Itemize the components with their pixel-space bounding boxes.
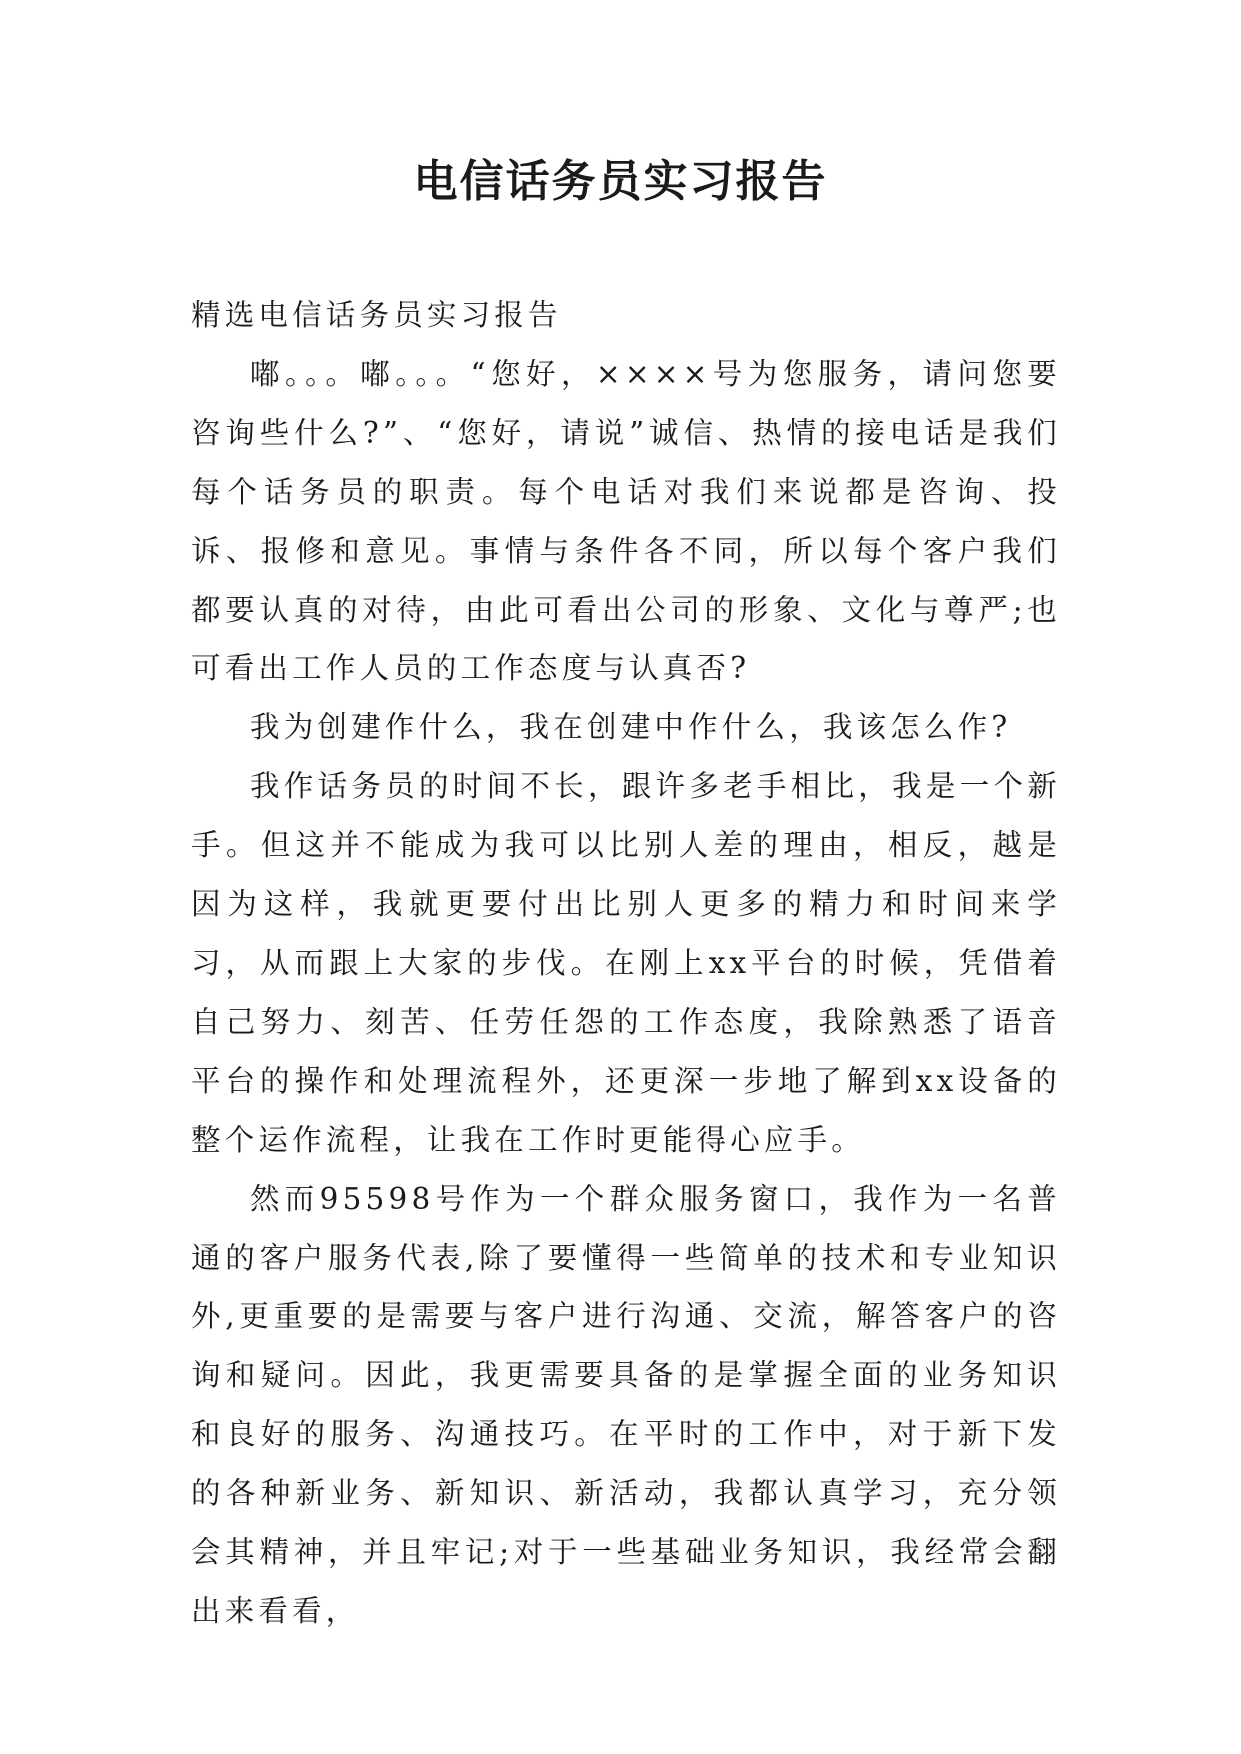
paragraph: 嘟。。。嘟。。。“您好，××××号为您服务，请问您要咨询些什么?”、“您好，请说”诚信、热情的接电话是我们每个话务员的职责。每个电话对我们来说都是咨询、投诉、报修和意见。事情与条件各不同，所以每个客户我们都要认真的对待，由此可看出公司的形象、文化与尊严;也可看出工作人员的工作态度与认真否?: [191, 356, 1061, 686]
document-title: 电信话务员实习报告: [413, 156, 828, 207]
document-subtitle: 精选电信话务员实习报告: [191, 298, 562, 332]
paragraph: 然而95598号作为一个群众服务窗口，我作为一名普通的客户服务代表,除了要懂得一些简单的技术和专业知识外,更重要的是需要与客户进行沟通、交流，解答客户的咨询和疑问。因此，我更需要具备的是掌握全面的业务知识和良好的服务、沟通技巧。在平时的工作中，对于新下发的各种新业务、新知识、新活动，我都认真学习，充分领会其精神，并且牢记;对于一些基础业务知识，我经常会翻出来看看，: [191, 1181, 1061, 1628]
document-body: [191, 286, 1061, 1641]
paragraph: 我为创建作什么，我在创建中作什么，我该怎么作?: [250, 710, 1012, 745]
paragraph: 我作话务员的时间不长，跟许多老手相比，我是一个新手。但这并不能成为我可以比别人差的理由，相反，越是因为这样，我就更要付出比别人更多的精力和时间来学习，从而跟上大家的步伐。在刚上xx平台的时候，凭借着自己努力、刻苦、任劳任怨的工作态度，我除熟悉了语音平台的操作和处理流程外，还更深一步地了解到xx设备的整个运作流程，让我在工作时更能得心应手。: [191, 769, 1061, 1157]
